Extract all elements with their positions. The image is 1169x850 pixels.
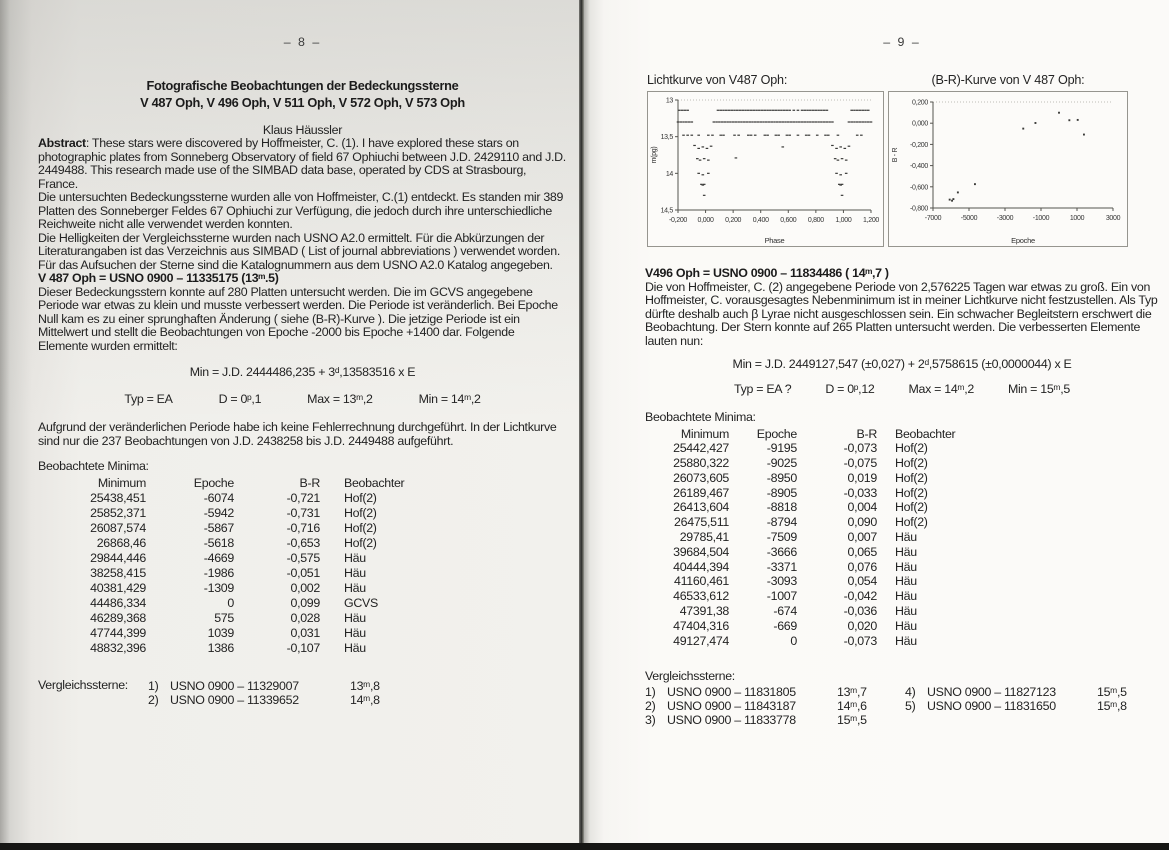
table-cell: -0,073 <box>843 441 877 456</box>
table-row <box>58 506 454 521</box>
table-cell: Häu <box>344 580 366 595</box>
table-cell: -0,716 <box>286 520 320 535</box>
col-b-r: B-R <box>299 475 320 490</box>
table-cell: GCVS <box>344 595 378 610</box>
magnitude: 15ᵐ,8 <box>1097 698 1127 713</box>
catalog-id: USNO 0900 – 11831650 <box>927 698 1056 713</box>
table-cell: Hof(2) <box>344 505 377 520</box>
table-cell: -669 <box>773 618 797 633</box>
table-cell: 1039 <box>207 625 234 640</box>
table-cell: -9025 <box>766 456 797 471</box>
comparison-stars-list-left <box>645 685 905 727</box>
magnitude: 13ᵐ,7 <box>837 684 867 699</box>
b-r-curve-chart-title: (B-R)-Kurve von V 487 Oph: <box>931 72 1085 87</box>
catalog-id: USNO 0900 – 11339652 <box>170 692 299 707</box>
entry-number: 1) <box>645 684 656 699</box>
table-cell: Hof(2) <box>895 485 928 500</box>
table-cell: Häu <box>895 633 917 648</box>
table-cell: -0,042 <box>843 589 877 604</box>
table-cell: -5942 <box>203 505 234 520</box>
entry-number: 5) <box>905 698 916 713</box>
table-cell: 25880,322 <box>673 456 729 471</box>
table-cell: -3371 <box>766 559 797 574</box>
svg-text:1000: 1000 <box>1069 215 1085 222</box>
comparison-stars-label: Vergleichssterne: <box>38 677 128 692</box>
col-b-r: B-R <box>856 426 877 441</box>
svg-text:-0,800: -0,800 <box>909 205 928 213</box>
svg-text:3000: 3000 <box>1105 215 1121 222</box>
svg-text:-0,400: -0,400 <box>909 163 928 171</box>
table-cell: -0,051 <box>286 565 320 580</box>
table-row <box>58 641 454 656</box>
table-cell: 25438,451 <box>90 490 146 505</box>
table-head <box>58 476 454 491</box>
catalog-id: USNO 0900 – 11843187 <box>667 698 796 713</box>
table-cell: -674 <box>773 604 797 619</box>
table-row <box>659 589 995 604</box>
table-cell: Häu <box>344 550 366 565</box>
table-cell: Hof(2) <box>344 490 377 505</box>
title-line-1: Fotografische Beobachtungen der Bedeckungssterne <box>146 77 459 93</box>
comparison-star-entry <box>905 699 1127 713</box>
elements-line <box>645 382 1159 397</box>
entry-number: 2) <box>148 692 159 707</box>
table-cell: Häu <box>895 574 917 589</box>
table-row <box>659 619 995 634</box>
table-cell: -5867 <box>203 520 234 535</box>
comparison-star-entry <box>645 699 905 713</box>
table-cell: -5618 <box>203 535 234 550</box>
table-cell: 49127,474 <box>673 633 729 648</box>
table-cell: -6074 <box>203 490 234 505</box>
catalog-id: USNO 0900 – 11831805 <box>667 684 796 699</box>
table-cell: 39684,504 <box>673 544 729 559</box>
page-9-content <box>584 0 1169 727</box>
svg-text:-1000: -1000 <box>1032 215 1050 222</box>
section-heading-v496: V496 Oph = USNO 0900 – 11834486 ( 14ᵐ,7 ) <box>645 266 889 280</box>
abstract <box>38 137 567 191</box>
table-row <box>58 551 454 566</box>
table-cell: 47404,316 <box>673 618 729 633</box>
section-v496 <box>645 267 1159 348</box>
table-cell: -0,653 <box>286 535 320 550</box>
svg-text:m(pg): m(pg) <box>651 146 658 164</box>
svg-text:13: 13 <box>665 97 673 105</box>
table-cell: Hof(2) <box>895 441 928 456</box>
comparison-stars-v496 <box>645 685 1159 727</box>
table-cell: 0,028 <box>290 610 320 625</box>
table-cell: 0,099 <box>290 595 320 610</box>
comparison-stars-list <box>148 679 380 707</box>
table-cell: 29844,446 <box>90 550 146 565</box>
table-cell: 0,054 <box>847 574 877 589</box>
page-number: – 8 – <box>283 35 322 49</box>
page-8-content <box>0 0 580 707</box>
table-cell: 1386 <box>207 640 234 655</box>
element-min: Min = 15ᵐ,5 <box>1007 382 1070 396</box>
element-min: Min = 14ᵐ,2 <box>418 392 481 406</box>
table-cell: Hof(2) <box>895 500 928 515</box>
charts-row <box>647 74 1159 248</box>
table-row <box>58 581 454 596</box>
table-cell: 41160,461 <box>674 574 729 589</box>
table-row <box>659 500 995 515</box>
lightcurve-figure <box>647 74 884 248</box>
table-cell: -0,075 <box>843 456 877 471</box>
table-row <box>659 634 995 649</box>
table-cell: 48832,396 <box>90 640 146 655</box>
table-row <box>58 536 454 551</box>
entry-number: 2) <box>645 698 656 713</box>
scan-bottom-edge <box>0 843 1169 850</box>
svg-text:-5000: -5000 <box>960 215 978 222</box>
lightcurve-chart-title: Lichtkurve von V487 Oph: <box>647 72 788 87</box>
table-cell: Häu <box>895 618 917 633</box>
table-cell: 26189,467 <box>673 485 729 500</box>
table-cell: -8905 <box>766 485 797 500</box>
svg-text:0,200: 0,200 <box>911 99 928 107</box>
comparison-star-entry <box>905 685 1127 699</box>
element-type: Typ = EA <box>124 392 173 406</box>
table-cell: -0,731 <box>286 505 320 520</box>
table-row <box>58 566 454 581</box>
magnitude: 13ᵐ,8 <box>350 678 380 693</box>
table-row <box>58 521 454 536</box>
table-cell: -3666 <box>766 544 797 559</box>
table-cell: 44486,334 <box>90 595 146 610</box>
table-cell: -8818 <box>766 500 797 515</box>
lightcurve-chart <box>647 91 884 247</box>
abstract-text: : These stars were discovered by Hoffmeister, C. (1). I have explored these stars on photographic plates from Sonneberg Observatory of field 67 Ophiuchi between J.D. 2429110 and J.D. 2449488. This research made use of the SIMBAD data base, operated by CDS at Strasbourg, France. <box>38 136 566 191</box>
table-cell: Hof(2) <box>895 515 928 530</box>
svg-text:1,000: 1,000 <box>835 217 852 224</box>
table-cell: 29785,41 <box>679 530 729 545</box>
catalog-id: USNO 0900 – 11329007 <box>170 678 299 693</box>
table-row <box>58 596 454 611</box>
col-beobachter: Beobachter <box>344 475 405 490</box>
section-heading-v487: V 487 Oph = USNO 0900 – 11335175 (13ᵐ.5) <box>38 271 279 285</box>
svg-text:B - R: B - R <box>892 147 899 163</box>
table-cell: Häu <box>895 589 917 604</box>
table-cell: 0,065 <box>847 544 877 559</box>
svg-text:0,000: 0,000 <box>697 217 714 224</box>
table-cell: -0,721 <box>286 490 320 505</box>
minima-table-v487 <box>58 476 454 656</box>
svg-text:-7000: -7000 <box>924 215 942 222</box>
catalog-id: USNO 0900 – 11827123 <box>927 684 1056 699</box>
page-number: – 9 – <box>883 35 921 49</box>
ephemeris-formula: Min = J.D. 2449127,547 (±0,027) + 2ᵈ,5758615 (±0,0000044) x E <box>732 357 1072 371</box>
table-cell: 38258,415 <box>90 565 146 580</box>
table-row <box>659 545 995 560</box>
table-row <box>659 471 995 486</box>
svg-text:0,000: 0,000 <box>911 120 928 128</box>
table-row <box>58 626 454 641</box>
magnitude: 15ᵐ,5 <box>837 712 867 727</box>
abstract-label: Abstract <box>38 136 86 150</box>
minima-label: Beobachtete Minima: <box>645 410 756 424</box>
table-cell: 47744,399 <box>90 625 146 640</box>
section-v487 <box>38 272 567 353</box>
table-header-row <box>58 476 454 491</box>
svg-text:14,5: 14,5 <box>660 207 673 215</box>
page-8 <box>0 0 580 850</box>
element-duration: D = 0ᵖ,12 <box>825 382 875 396</box>
comparison-star-entry <box>148 693 380 707</box>
comparison-star-entry <box>148 679 380 693</box>
table-row <box>659 530 995 545</box>
table-cell: 0,090 <box>847 515 877 530</box>
magnitude: 14ᵐ,6 <box>837 698 867 713</box>
table-cell: 0,076 <box>847 559 877 574</box>
table-row <box>58 611 454 626</box>
table-cell: 0,020 <box>847 618 877 633</box>
table-cell: 0 <box>790 633 797 648</box>
table-cell: Häu <box>895 544 917 559</box>
element-type: Typ = EA ? <box>734 382 792 396</box>
svg-text:1,200: 1,200 <box>862 217 880 224</box>
svg-text:0,800: 0,800 <box>807 217 824 224</box>
table-cell: Hof(2) <box>895 456 928 471</box>
b-r-curve-figure <box>888 74 1128 248</box>
table-cell: 26868,46 <box>96 535 146 550</box>
table-cell: Häu <box>344 565 366 580</box>
elements-line <box>38 392 567 407</box>
comparison-star-entry <box>645 685 905 699</box>
comparison-stars-v487 <box>38 679 567 707</box>
table-row <box>659 486 995 501</box>
section-text-v496: Die von Hoffmeister, C. (2) angegebene Periode von 2,576225 Tagen war etwas zu groß. Ein von Hoffmeister, C. vorausgesagtes Nebenminimum ist in meiner Lichtkurve nicht festzustellen. Als Typ dürfte deshalb auch β Lyrae nicht ausgeschlossen sein. Ein schwacher Begleitstern erschwert die Beobachtung. Der Stern konnte auf 265 Platten untersucht werden. Die verbesserten Elemente lauten nun: <box>645 279 1158 348</box>
element-max: Max = 14ᵐ,2 <box>908 382 974 396</box>
table-cell: -0,033 <box>843 485 877 500</box>
table-cell: -8950 <box>766 470 797 485</box>
svg-text:Epoche: Epoche <box>1011 236 1035 245</box>
table-cell: Häu <box>344 610 366 625</box>
magnitude: 14ᵐ,8 <box>350 692 380 707</box>
col-beobachter: Beobachter <box>895 426 956 441</box>
table-row <box>659 560 995 575</box>
intro-paragraphs <box>38 191 567 272</box>
table-cell: -0,107 <box>286 640 320 655</box>
svg-text:-3000: -3000 <box>996 215 1014 222</box>
table-head <box>659 427 995 442</box>
table-body <box>58 491 454 656</box>
svg-text:-0,200: -0,200 <box>909 141 928 149</box>
paragraph-catalog: Die Helligkeiten der Vergleichssterne wurden nach USNO A2.0 ermittelt. Für die Abkürzungen der Literaturangaben ist das Verzeichnis aus SIMBAD ( List of journal abbreviations ) verwendet worden. Für das Aufsuchen der Sterne sind die Katalognummern aus dem USNO A2.0 Katalog angegeben. <box>38 230 560 272</box>
col-epoche: Epoche <box>193 475 234 490</box>
table-cell: -0,073 <box>843 633 877 648</box>
catalog-id: USNO 0900 – 11833778 <box>667 712 796 727</box>
svg-text:0,600: 0,600 <box>780 217 797 224</box>
svg-text:-0,200: -0,200 <box>668 217 688 224</box>
table-cell: Hof(2) <box>344 535 377 550</box>
table-cell: 26073,605 <box>673 470 729 485</box>
table-cell: 40381,429 <box>90 580 146 595</box>
table-row <box>659 441 995 456</box>
table-cell: 47391,38 <box>679 604 729 619</box>
table-row <box>659 574 995 589</box>
table-cell: -7509 <box>766 530 797 545</box>
table-cell: -9195 <box>766 441 797 456</box>
table-body <box>659 441 995 648</box>
paragraph-plates: Die untersuchten Bedeckungssterne wurden alle von Hoffmeister, C.(1) entdeckt. Es standen mir 389 Platten des Sonneberger Feldes 67 Ophiuchi zur Verfügung, die jedoch durch ihre unterschiedliche Reichweite nicht alle verwendet werden konnten. <box>38 190 564 231</box>
table-cell: 40444,394 <box>673 559 729 574</box>
ephemeris-formula: Min = J.D. 2444486,235 + 3ᵈ,13583516 x E <box>189 365 416 379</box>
table-cell: 575 <box>214 610 234 625</box>
col-minimum: Minimum <box>97 475 146 490</box>
author-name: Klaus Häussler <box>262 122 343 137</box>
table-header-row <box>659 427 995 442</box>
table-cell: Hof(2) <box>344 520 377 535</box>
table-cell: 26413,604 <box>673 500 729 515</box>
table-row <box>58 491 454 506</box>
table-cell: -4669 <box>203 550 234 565</box>
table-cell: 0,002 <box>290 580 320 595</box>
table-cell: 46289,368 <box>90 610 146 625</box>
table-cell: -0,036 <box>843 604 877 619</box>
table-cell: 25852,371 <box>90 505 146 520</box>
title-line-2: V 487 Oph, V 496 Oph, V 511 Oph, V 572 Oph, V 573 Oph <box>140 94 465 110</box>
svg-text:14: 14 <box>665 170 673 178</box>
table-row <box>659 456 995 471</box>
b-r-curve-chart <box>888 91 1128 247</box>
minima-label: Beobachtete Minima: <box>38 459 149 473</box>
section-text-v487: Dieser Bedeckungsstern konnte auf 280 Platten untersucht werden. Die im GCVS angegebene Periode war etwas zu klein und musste verbessert werden. Die Periode ist veränderlich. Bei Epoche Null kam es zu einer sprunghaften Änderung ( siehe (B-R)-Kurve ). Die jetzige Periode ist ein Mittelwert und stellt die Beobachtungen von Epoche -2000 bis Epoche +1400 dar. Folgende Elemente wurden ermittelt: <box>38 284 558 353</box>
col-epoche: Epoche <box>756 426 797 441</box>
table-cell: Häu <box>895 604 917 619</box>
table-cell: -1309 <box>203 580 234 595</box>
table-cell: 26475,511 <box>674 515 729 530</box>
table-cell: -1986 <box>203 565 234 580</box>
svg-text:13,5: 13,5 <box>660 134 673 142</box>
table-cell: -0,575 <box>286 550 320 565</box>
entry-number: 3) <box>645 712 656 727</box>
element-max: Max = 13ᵐ,2 <box>307 392 373 406</box>
table-cell: 46533,612 <box>673 589 729 604</box>
table-cell: -3093 <box>766 574 797 589</box>
table-cell: Häu <box>344 640 366 655</box>
table-cell: Häu <box>344 625 366 640</box>
table-cell: Hof(2) <box>895 470 928 485</box>
svg-text:Phase: Phase <box>764 236 785 245</box>
comparison-stars-list-right <box>905 685 1127 727</box>
table-cell: Häu <box>895 530 917 545</box>
table-cell: 0,019 <box>847 470 877 485</box>
table-cell: 0,007 <box>847 530 877 545</box>
table-cell: 25442,427 <box>673 441 729 456</box>
page-9 <box>584 0 1169 850</box>
magnitude: 15ᵐ,5 <box>1097 684 1127 699</box>
table-cell: -1007 <box>766 589 797 604</box>
entry-number: 1) <box>148 678 159 693</box>
table-row <box>659 515 995 530</box>
element-duration: D = 0ᵖ,1 <box>218 392 262 406</box>
table-cell: Häu <box>895 559 917 574</box>
table-cell: 0 <box>227 595 234 610</box>
col-minimum: Minimum <box>680 426 729 441</box>
paragraph-note: Aufgrund der veränderlichen Periode habe ich keine Fehlerrechnung durchgeführt. In der Lichtkurve sind nur die 237 Beobachtungen von J.D. 2438258 bis J.D. 2449488 aufgeführt. <box>38 420 557 448</box>
comparison-star-entry <box>645 713 905 727</box>
table-cell: 0,004 <box>847 500 877 515</box>
article-title <box>38 77 567 111</box>
table-cell: 26087,574 <box>90 520 146 535</box>
minima-table-v496 <box>659 427 995 649</box>
svg-text:0,200: 0,200 <box>725 217 742 224</box>
entry-number: 4) <box>905 684 916 699</box>
svg-text:-0,600: -0,600 <box>909 184 928 192</box>
table-row <box>659 604 995 619</box>
svg-text:0,400: 0,400 <box>752 217 769 224</box>
table-cell: -8794 <box>766 515 797 530</box>
table-cell: 0,031 <box>290 625 320 640</box>
comparison-stars-label: Vergleichssterne: <box>645 669 735 684</box>
